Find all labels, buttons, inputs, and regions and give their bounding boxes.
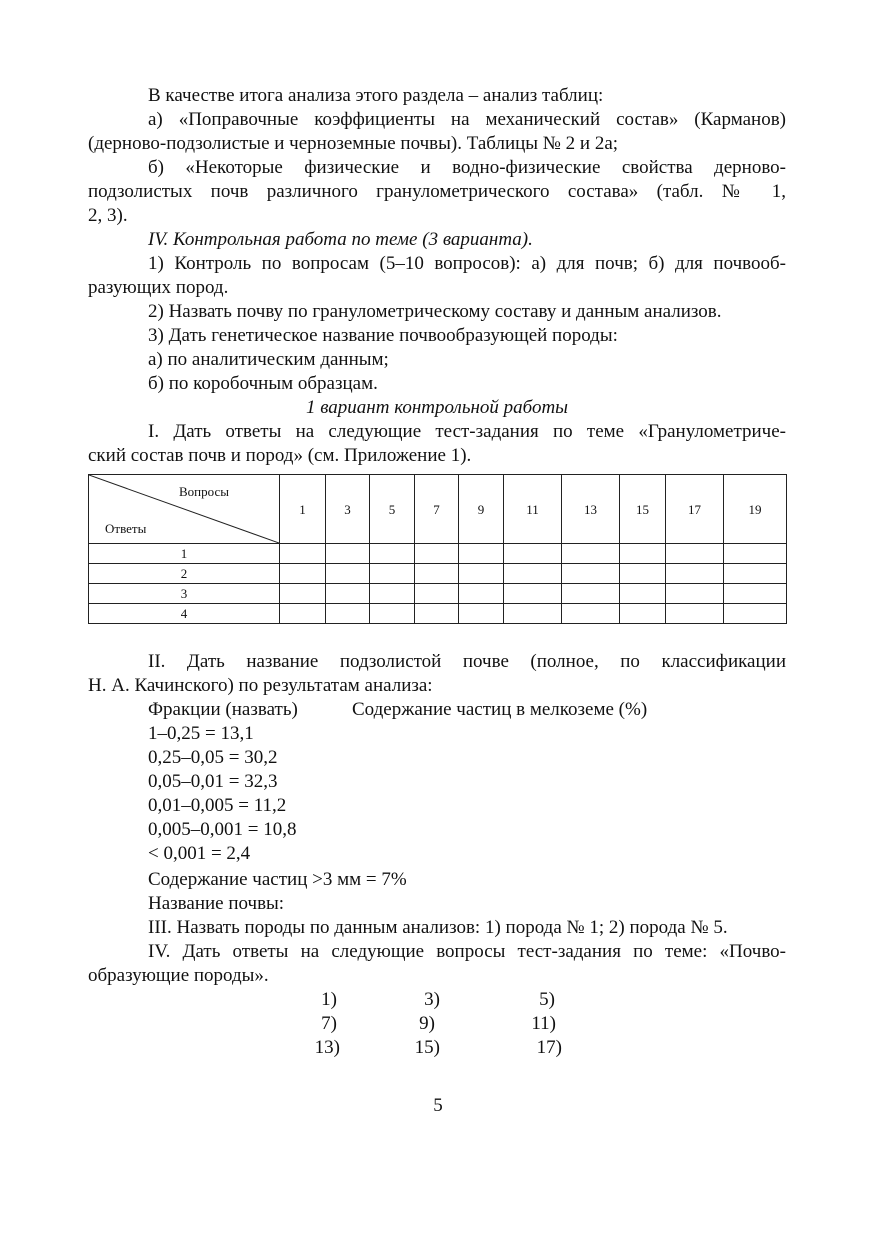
question-number: 11): [531, 1013, 556, 1034]
table-row: [89, 584, 787, 604]
answer-cell[interactable]: [562, 564, 620, 584]
answer-cell[interactable]: [280, 544, 326, 564]
question-number: 13): [314, 1037, 340, 1058]
answer-cell[interactable]: [370, 584, 415, 604]
question-number: 5): [539, 989, 555, 1010]
answer-cell[interactable]: [620, 564, 666, 584]
answer-cell[interactable]: [280, 584, 326, 604]
paragraph: а) «Поправочные коэффициенты на механический состав» (Карманов): [148, 109, 786, 130]
answer-cell[interactable]: [504, 604, 562, 624]
questions-header: Вопросы: [179, 484, 229, 499]
question-number: 17): [536, 1037, 562, 1058]
paragraph: образующие породы».: [88, 965, 269, 986]
question-number: 3): [424, 989, 440, 1010]
answer-cell[interactable]: [504, 564, 562, 584]
answer-cell[interactable]: [620, 544, 666, 564]
coarse-particles: Содержание частиц >3 мм = 7%: [148, 869, 407, 890]
answer-cell[interactable]: [724, 604, 787, 624]
column-header: 19: [724, 475, 787, 544]
column-header: 13: [562, 475, 620, 544]
paragraph: подзолистых почв различного гранулометрического состава» (табл. № 1,: [88, 181, 786, 202]
paragraph: 1) Контроль по вопросам (5–10 вопросов): а) для почв; б) для почвооб-: [148, 253, 786, 274]
column-header: 1: [280, 475, 326, 544]
answer-cell[interactable]: [280, 604, 326, 624]
answer-cell[interactable]: [504, 584, 562, 604]
answer-cell[interactable]: [415, 604, 459, 624]
answer-cell[interactable]: [620, 604, 666, 624]
answer-table: [88, 474, 787, 624]
answer-cell[interactable]: [326, 564, 370, 584]
paragraph: IV. Дать ответы на следующие вопросы тест-задания по теме: «Почво-: [148, 941, 786, 962]
answer-cell[interactable]: [280, 564, 326, 584]
answer-cell[interactable]: [666, 544, 724, 564]
paragraph: (дерново-подзолистые и черноземные почвы). Таблицы № 2 и 2а;: [88, 133, 619, 154]
diagonal-header-cell: [89, 475, 280, 544]
paragraph: б) «Некоторые физические и водно-физические свойства дерново-: [148, 157, 786, 178]
paragraph: I. Дать ответы на следующие тест-задания по теме «Гранулометриче-: [148, 421, 786, 442]
paragraph: В качестве итога анализа этого раздела – анализ таблиц:: [148, 85, 604, 106]
paragraph: 2, 3).: [88, 205, 128, 226]
paragraph: III. Назвать породы по данным анализов: 1) порода № 1; 2) порода № 5.: [148, 917, 728, 938]
answer-cell[interactable]: [326, 584, 370, 604]
answer-cell[interactable]: [562, 604, 620, 624]
row-header: 1: [89, 544, 280, 564]
table-row: [89, 544, 787, 564]
answer-cell[interactable]: [370, 544, 415, 564]
paragraph: Н. А. Качинского) по результатам анализа:: [88, 675, 433, 696]
paragraph: II. Дать название подзолистой почве (полное, по классификации: [148, 651, 786, 672]
paragraph: разующих пород.: [88, 277, 229, 298]
column-header: 5: [370, 475, 415, 544]
column-header: 3: [326, 475, 370, 544]
row-header: 3: [89, 584, 280, 604]
question-number: 1): [321, 989, 337, 1010]
answer-cell[interactable]: [326, 604, 370, 624]
paragraph: а) по аналитическим данным;: [148, 349, 389, 370]
fraction-line: 1–0,25 = 13,1: [148, 723, 254, 744]
question-number: 7): [321, 1013, 337, 1034]
answer-cell[interactable]: [415, 564, 459, 584]
question-number: 15): [414, 1037, 440, 1058]
answer-cell[interactable]: [666, 564, 724, 584]
answers-header: Ответы: [105, 521, 147, 536]
fraction-line: 0,05–0,01 = 32,3: [148, 771, 278, 792]
column-header: 7: [415, 475, 459, 544]
table-header-row: [89, 475, 787, 544]
answer-cell[interactable]: [666, 604, 724, 624]
section-heading: IV. Контрольная работа по теме (3 варианта).: [148, 229, 533, 250]
fraction-line: 0,01–0,005 = 11,2: [148, 795, 287, 816]
answer-cell[interactable]: [562, 584, 620, 604]
row-header: 4: [89, 604, 280, 624]
table-row: [89, 604, 787, 624]
fraction-line: < 0,001 = 2,4: [148, 843, 251, 864]
row-header: 2: [89, 564, 280, 584]
answer-cell[interactable]: [459, 564, 504, 584]
answer-cell[interactable]: [459, 544, 504, 564]
paragraph: б) по коробочным образцам.: [148, 373, 378, 394]
question-number: 9): [419, 1013, 435, 1034]
answer-cell[interactable]: [370, 604, 415, 624]
answer-cell[interactable]: [724, 584, 787, 604]
column-header: 17: [666, 475, 724, 544]
column-header: 15: [620, 475, 666, 544]
fraction-line: 0,25–0,05 = 30,2: [148, 747, 278, 768]
fractions-label: Фракции (назвать): [148, 699, 298, 720]
answer-cell[interactable]: [370, 564, 415, 584]
answer-cell[interactable]: [459, 604, 504, 624]
answer-cell[interactable]: [459, 584, 504, 604]
variant-title: 1 вариант контрольной работы: [305, 397, 569, 418]
paragraph: 2) Назвать почву по гранулометрическому составу и данным анализов.: [148, 301, 722, 322]
column-header: 9: [459, 475, 504, 544]
answer-cell[interactable]: [666, 584, 724, 604]
column-header: 11: [504, 475, 562, 544]
table-row: [89, 564, 787, 584]
content-label: Содержание частиц в мелкоземе (%): [352, 699, 648, 720]
answer-cell[interactable]: [724, 564, 787, 584]
answer-cell[interactable]: [504, 544, 562, 564]
answer-cell[interactable]: [415, 584, 459, 604]
fraction-line: 0,005–0,001 = 10,8: [148, 819, 297, 840]
answer-cell[interactable]: [724, 544, 787, 564]
answer-cell[interactable]: [415, 544, 459, 564]
answer-cell[interactable]: [326, 544, 370, 564]
page-number: 5: [433, 1095, 443, 1116]
answer-cell[interactable]: [562, 544, 620, 564]
paragraph: ский состав почв и пород» (см. Приложение 1).: [88, 445, 472, 466]
paragraph: 3) Дать генетическое название почвообразующей породы:: [148, 325, 618, 346]
answer-cell[interactable]: [620, 584, 666, 604]
soil-name-label: Название почвы:: [148, 893, 285, 914]
